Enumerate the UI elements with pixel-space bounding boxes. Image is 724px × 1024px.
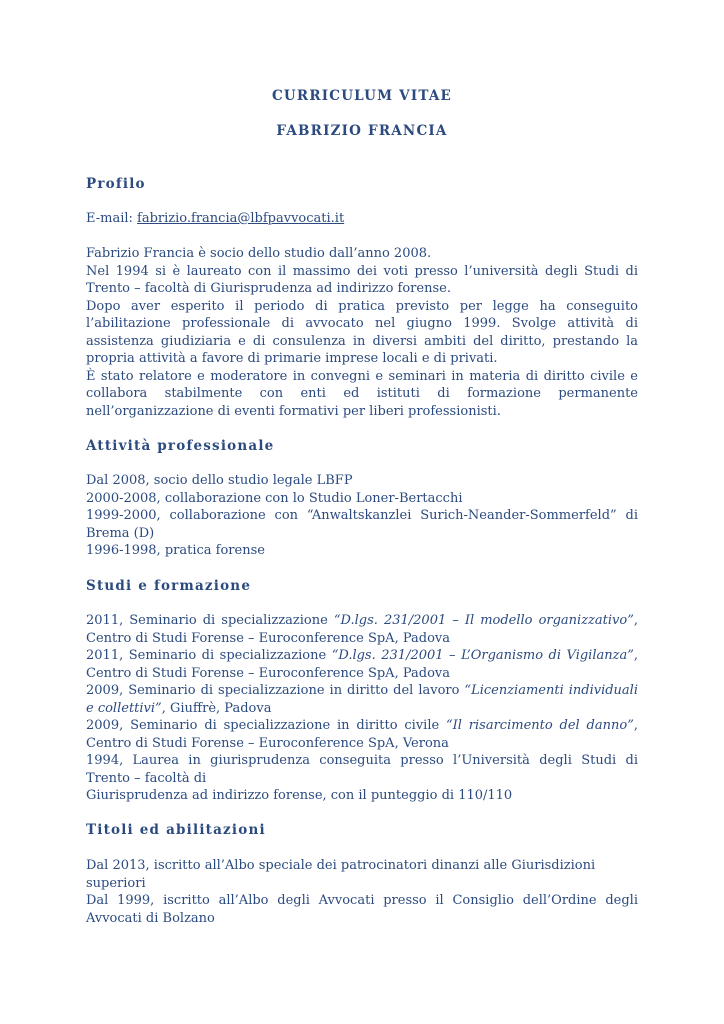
titles-list — [86, 857, 638, 927]
profile-paragraph: Dopo aver esperito il periodo di pratica previsto per legge ha conseguito l’abilitazione professionale di avvocato nel giugno 1999. Svolge attività di assistenza giudiziaria e di consulenza in diversi ambiti del diritto, prestando la propria attività a favore di primarie imprese locali e di privati. — [86, 298, 638, 366]
profile-paragraph: È stato relatore e moderatore in convegni e seminari in materia di diritto civile e collabora stabilmente con enti ed istituti di formazione permanente nell’organizzazione di eventi formativi per liberi professionisti. — [86, 368, 638, 419]
section-heading-studies: Studi e formazione — [86, 578, 252, 594]
list-item: 1996-1998, pratica forense — [86, 543, 265, 558]
list-item: Dal 1999, iscritto all’Albo degli Avvocati presso il Consiglio dell’Ordine degli Avvocati di Bolzano — [86, 893, 638, 926]
email-line — [86, 210, 638, 228]
email-label: E-mail: — [86, 211, 138, 226]
profile-paragraph: Fabrizio Francia è socio dello studio dall’anno 2008. — [86, 246, 432, 261]
list-item: 2011, Seminario di specializzazione “D.lgs. 231/2001 – Il modello organizzativo”, Centro di Studi Forense – Euroconference SpA, Padova — [86, 613, 638, 646]
list-item: 2011, Seminario di specializzazione “D.lgs. 231/2001 – L’Organismo di Vigilanza”, Centro di Studi Forense – Euroconference SpA, Padova — [86, 648, 638, 681]
list-item: Dal 2008, socio dello studio legale LBFP — [86, 473, 353, 488]
studies-list — [86, 612, 638, 805]
list-item: Giurisprudenza ad indirizzo forense, con il punteggio di 110/110 — [86, 788, 513, 803]
profile-paragraph: Nel 1994 si è laureato con il massimo dei voti presso l’università degli Studi di Trento – facoltà di Giurisprudenza ad indirizzo forense. — [86, 263, 638, 296]
email-link[interactable]: fabrizio.francia@lbfpavvocati.it — [137, 211, 345, 226]
activity-list — [86, 472, 638, 560]
section-heading-activity: Attività professionale — [86, 438, 275, 454]
list-item: 2009, Seminario di specializzazione in diritto del lavoro “Licenziamenti individuali e collettivi”, Giuffrè, Padova — [86, 683, 638, 716]
profile-text — [86, 245, 638, 420]
list-item: 1994, Laurea in giurisprudenza conseguita presso l’Università degli Studi di Trento – facoltà di — [86, 753, 638, 786]
list-item: 1999-2000, collaborazione con “Anwaltskanzlei Surich-Neander-Sommerfeld” di Brema (D) — [86, 508, 638, 541]
document-title: CURRICULUM VITAE — [271, 88, 453, 104]
person-name: FABRIZIO FRANCIA — [276, 123, 448, 139]
list-item: 2009, Seminario di specializzazione in diritto civile “Il risarcimento del danno”, Centro di Studi Forense – Euroconference SpA, Verona — [86, 718, 638, 751]
list-item: 2000-2008, collaborazione con lo Studio Loner-Bertacchi — [86, 490, 463, 506]
list-item: Dal 2013, iscritto all’Albo speciale dei patrocinatori dinanzi alle Giurisdizioni superiori — [86, 858, 596, 891]
section-heading-titles: Titoli ed abilitazioni — [86, 822, 266, 838]
section-heading-profile: Profilo — [86, 176, 146, 192]
